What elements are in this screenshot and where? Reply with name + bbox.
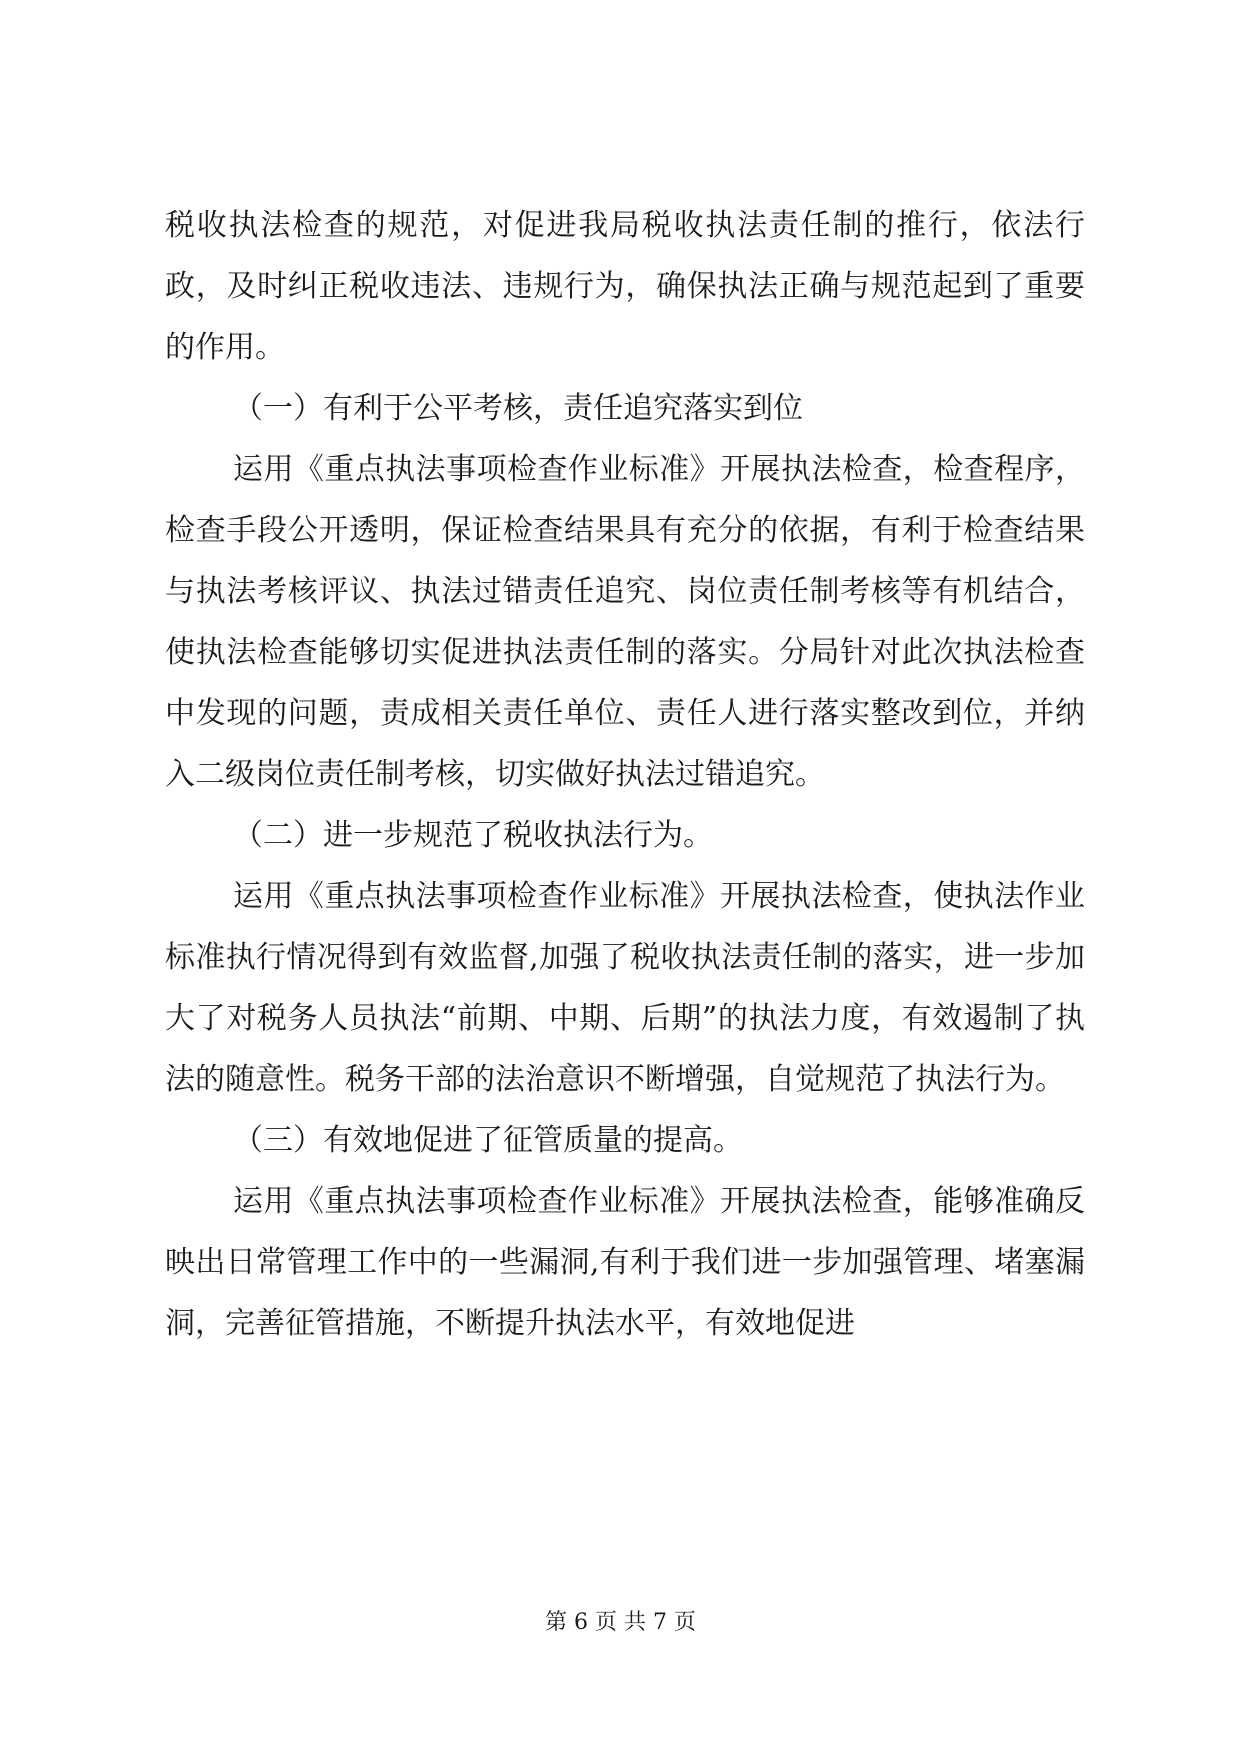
body-paragraph-1: 税收执法检查的规范，对促进我局税收执法责任制的推行，依法行政，及时纠正税收违法、违规行为，确保执法正确与规范起到了重要的作用。 (165, 208, 1085, 365)
section-heading-3: （三）有效地促进了征管质量的提高。 (233, 1123, 743, 1158)
section-heading-1: （一）有利于公平考核，责任追究落实到位 (233, 391, 803, 426)
body-paragraph-4: 运用《重点执法事项检查作业标准》开展执法检查，能够准确反映出日常管理工作中的一些漏洞,有利于我们进一步加强管理、堵塞漏洞，完善征管措施，不断提升执法水平，有效地促进 (165, 1184, 1085, 1341)
body-paragraph-2: 运用《重点执法事项检查作业标准》开展执法检查，检查程序，检查手段公开透明，保证检查结果具有充分的依据，有利于检查结果与执法考核评议、执法过错责任追究、岗位责任制考核等有机结合，使执法检查能够切实促进执法责任制的落实。分局针对此次执法检查中发现的问题，责成相关责任单位、责任人进行落实整改到位，并纳入二级岗位责任制考核，切实做好执法过错追究。 (165, 452, 1085, 792)
page-number-footer: 第 6 页 共 7 页 (545, 1610, 696, 1635)
section-heading-2: （二）进一步规范了税收执法行为。 (233, 818, 713, 853)
document-body (165, 195, 1085, 1354)
body-paragraph-3: 运用《重点执法事项检查作业标准》开展执法检查，使执法作业标准执行情况得到有效监督,加强了税收执法责任制的落实，进一步加大了对税务人员执法“前期、中期、后期”的执法力度，有效遏制了执法的随意性。税务干部的法治意识不断增强，自觉规范了执法行为。 (165, 879, 1085, 1097)
